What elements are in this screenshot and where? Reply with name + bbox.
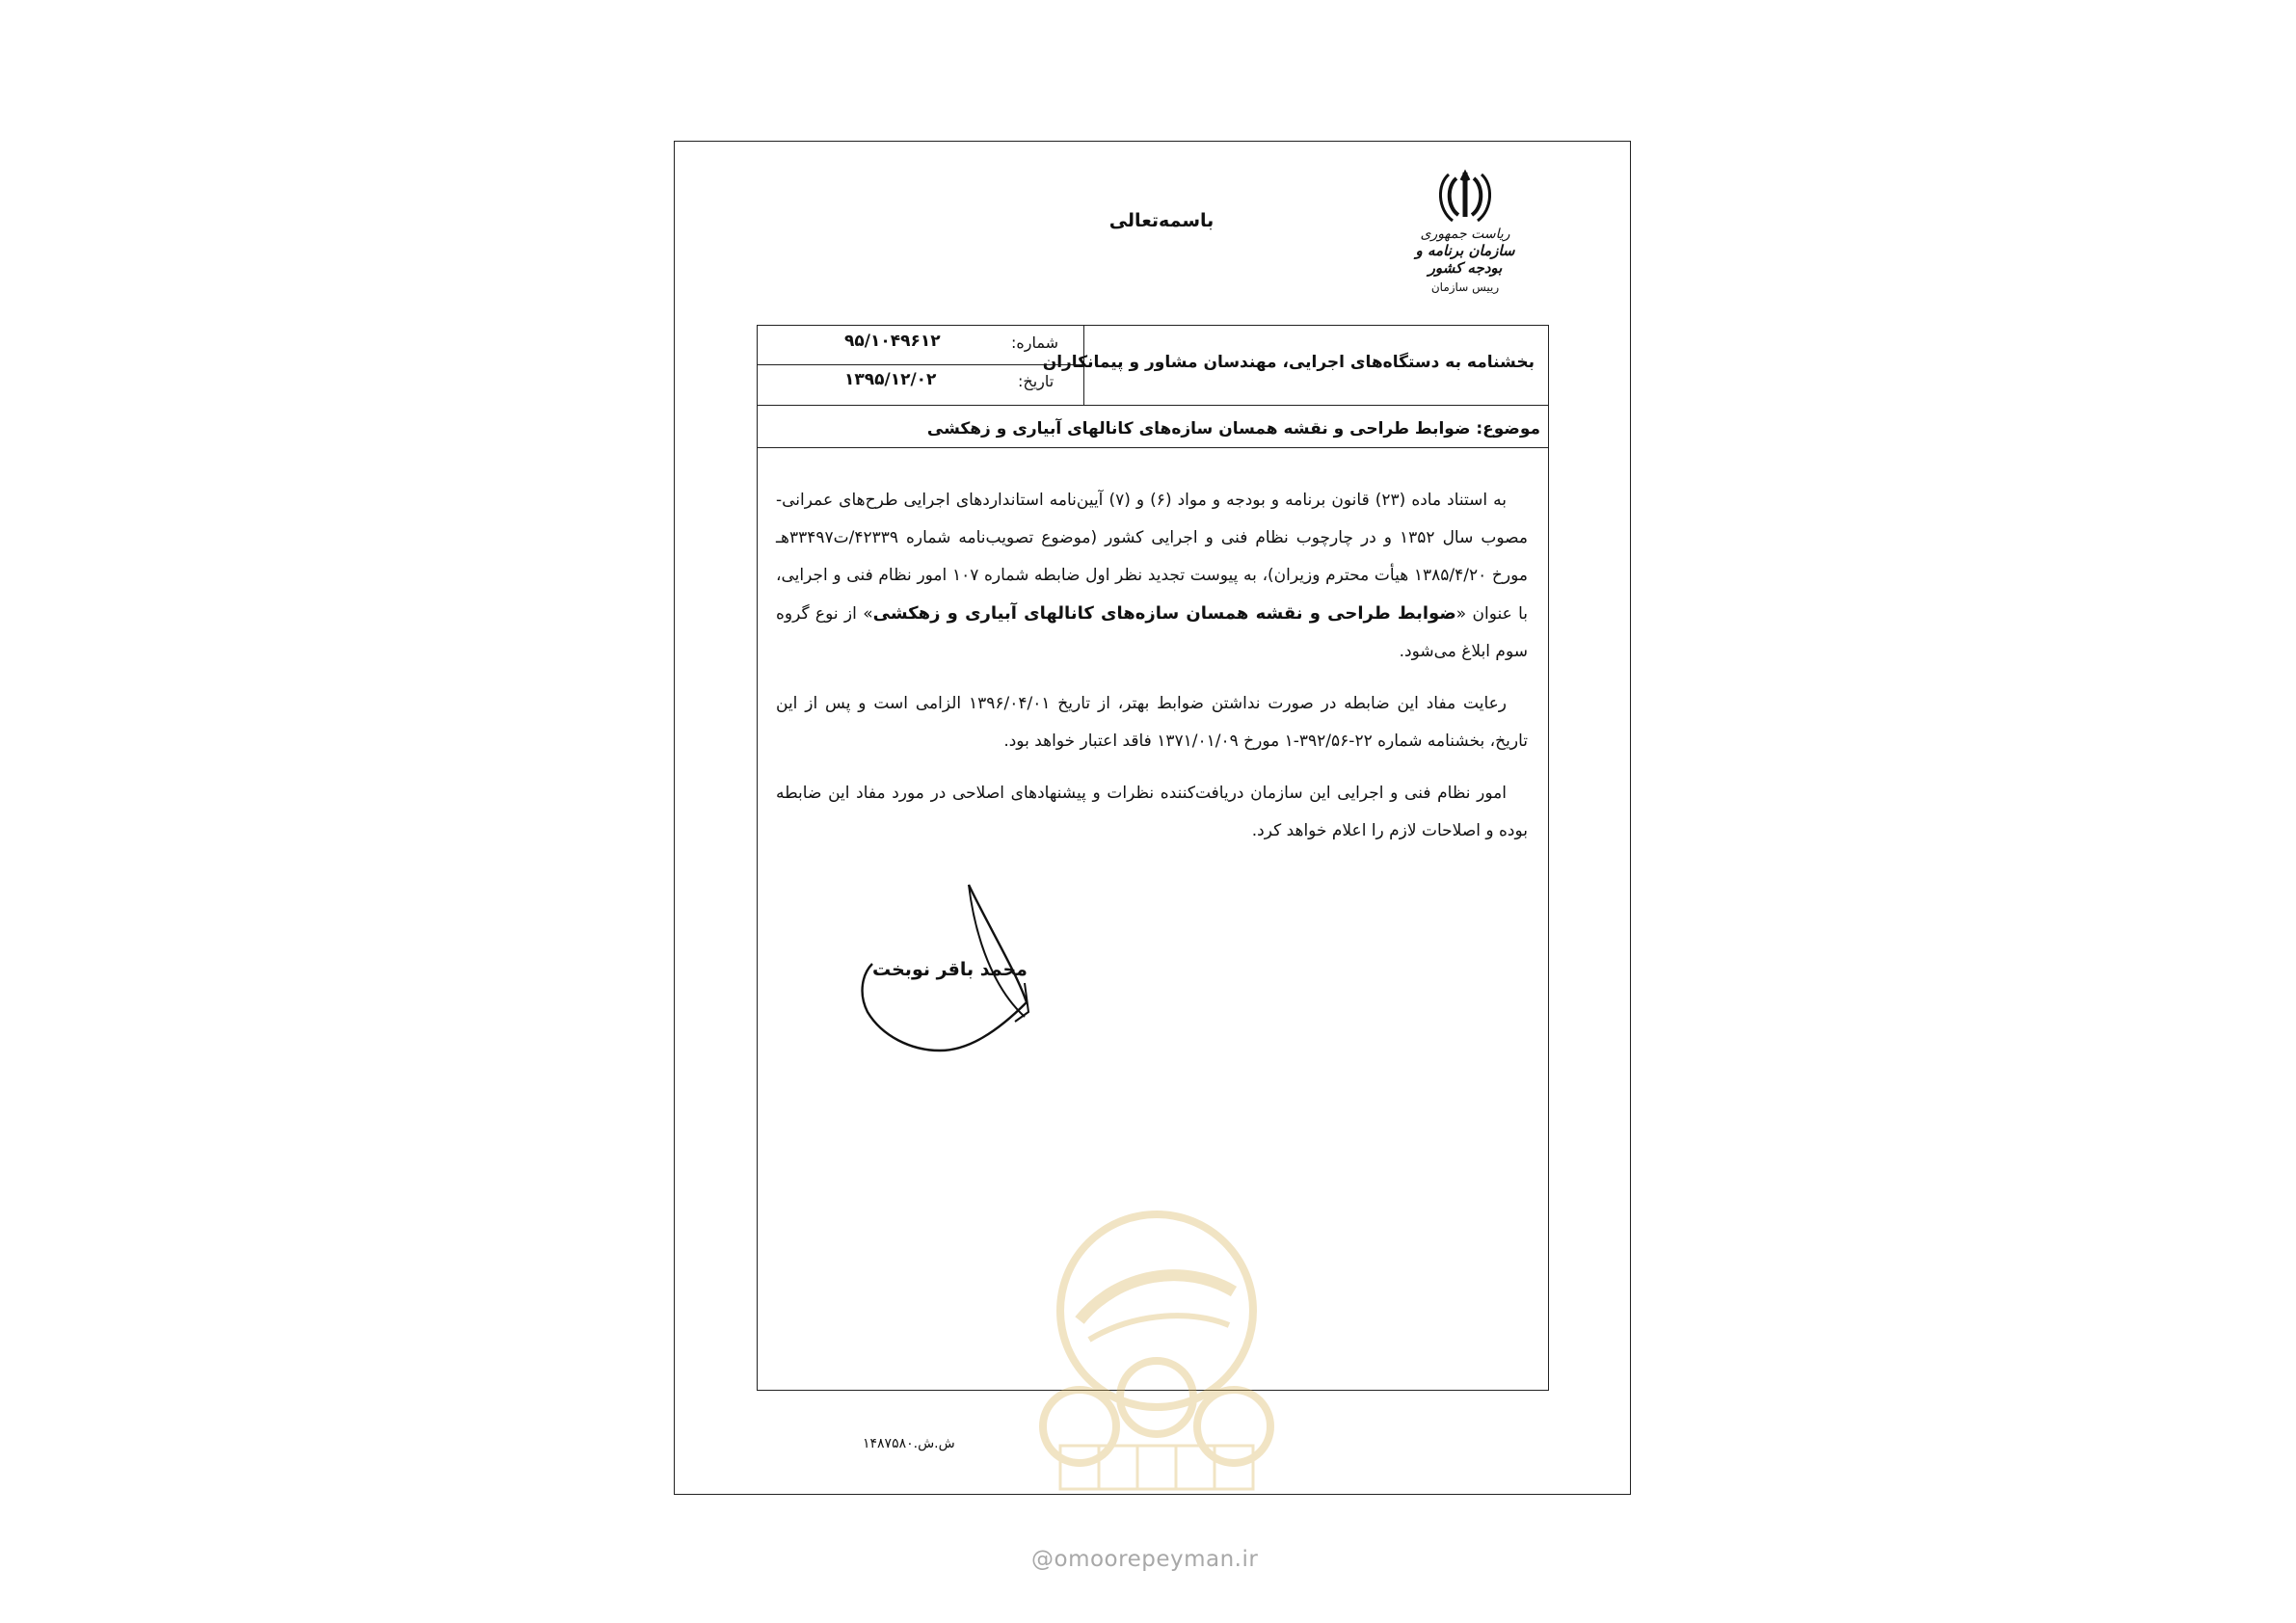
date-label: تاریخ: <box>1018 372 1055 390</box>
recipients: بخشنامه به دستگاه‌های اجرایی، مهندسان مشاور و پیمانکاران <box>1042 353 1535 372</box>
number-value: ۹۵/۱۰۴۹۶۱۲ <box>844 332 941 351</box>
subject-divider <box>758 405 1548 406</box>
header-row-divider <box>758 364 1083 365</box>
paragraph-3: امور نظام فنی و اجرایی این سازمان دریافت‌کننده نظرات و پیشنهادهای اصلاحی در مورد مفاد این ضابطه بوده و اصلاحات لازم را اعلام خواهد کرد. <box>776 784 1528 840</box>
invocation-heading: باسمه‌تعالی <box>1108 210 1215 231</box>
watermark-logo-icon <box>1022 1205 1292 1494</box>
org-head-title: رییس سازمان <box>1430 280 1500 294</box>
number-label: شماره: <box>1011 333 1059 352</box>
footer-code: ش.ش.۱۴۸۷۵۸۰ <box>863 1436 955 1451</box>
subject-line: موضوع: ضوابط طراحی و نقشه همسان سازه‌های کانالهای آبیاری و زهکشی <box>926 419 1540 439</box>
date-value: ۱۳۹۵/۱۲/۰۲ <box>844 370 937 389</box>
standard-title: ضوابط طراحی و نقشه همسان سازه‌های کانالهای آبیاری و زهکشی <box>872 603 1456 624</box>
letter-body <box>776 482 1528 865</box>
iran-emblem-icon <box>1435 169 1495 225</box>
org-presidency: ریاست جمهوری <box>1420 226 1510 242</box>
paragraph-1: به استناد ماده (۲۳) قانون برنامه و بودجه و مواد (۶) و (۷) آیین‌نامه استانداردهای اجرایی طرح‌های عمرانی- مصوب سال ۱۳۵۲ و در چارچوب نظام فنی و اجرایی کشور (موضوع تصویب‌نامه شماره ۴۲۳۳۹/ت۳۳۴۹۷هـ مورخ ۱۳۸۵/۴/۲۰ هیأت محترم وزیران)، به پیوست تجدید نظر اول ضابطه شماره ۱۰۷ امور نظام فنی و اجرایی، با عنوان «ضوابط طراحی و نقشه همسان سازه‌های کانالهای آبیاری و زهکشی» از نوع گروه سوم ابلاغ می‌شود. <box>776 491 1529 661</box>
paragraph-2: رعایت مفاد این ضابطه در صورت نداشتن ضوابط بهتر، از تاریخ ۱۳۹۶/۰۴/۰۱ الزامی است و پس از این تاریخ، بخشنامه شماره ۲۲-۳۹۲/۵۶-۱ مورخ ۱۳۷۱/۰۱/۰۹ فاقد اعتبار خواهد بود. <box>776 694 1528 751</box>
org-name: سازمان برنامه و بودجه کشور <box>1415 242 1515 277</box>
signer-name: محمد باقر نوبخت <box>872 959 1028 980</box>
org-header <box>1398 169 1533 313</box>
letter-header-table <box>757 325 1549 448</box>
watermark-site: @omoorepeyman.ir <box>1031 1547 1259 1572</box>
